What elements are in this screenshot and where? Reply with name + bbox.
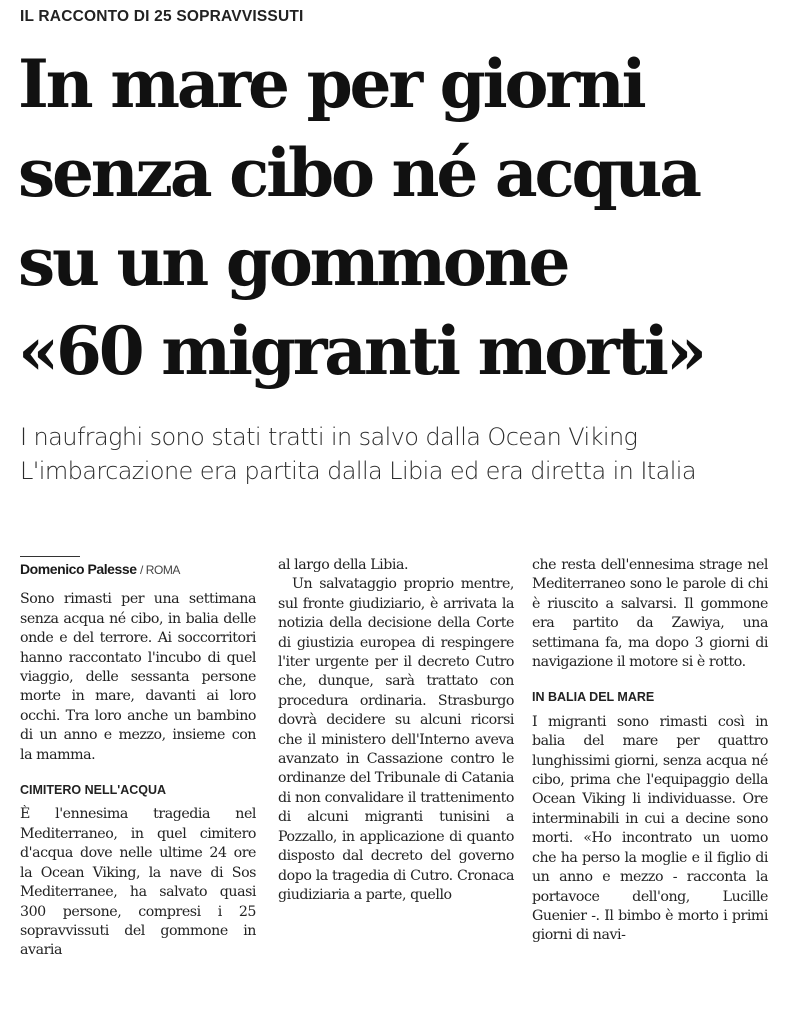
headline-line: In mare per giorni [18, 45, 644, 123]
section-heading: CIMITERO NELL'ACQUA [20, 783, 167, 798]
paragraph: Sono rimasti per una settimana senza acqua né cibo, in balia delle onde e del terrore. Ai soccorritori hanno raccontato l'incubo di quel viaggio, delle sessanta persone morte in mare, davanti ai loro occhi. Tra loro anche un bambino di un anno e mezzo, insieme con la mamma. [20, 591, 256, 763]
article-column-1 [20, 556, 256, 961]
subhead-line: L'imbarcazione era partita dalla Libia ed era diretta in Italia [20, 457, 696, 485]
byline [20, 556, 180, 580]
headline-line: su un gommone [18, 223, 568, 301]
section-heading: IN BALIA DEL MARE [532, 690, 655, 705]
headline-line: senza cibo né acqua [18, 134, 699, 212]
article-column-2 [278, 556, 514, 905]
subheadline [20, 420, 780, 488]
byline-location: ROMA [145, 563, 180, 577]
paragraph: È l'ennesima tragedia nel Mediterraneo, in quel cimitero d'acqua dove nelle ultime 24 ore la Ocean Viking, la nave di Sos Mediterranee, ha salvato quasi 300 persone, compresi i 25 sopravvissuti del gommone in avaria [20, 806, 256, 959]
article-column-3 [532, 556, 768, 946]
byline-author: Domenico Palesse [20, 561, 137, 577]
paragraph: I migranti sono rimasti così in balia del mare per quattro lunghissimi giorni, senza acqua né cibo, prima che l'equipaggio della Ocean Viking li individuasse. Ore interminabili in cui a decine sono morti. «Ho incontrato un uomo che ha perso la moglie e il figlio di un anno e mezzo - racconta la portavoce dell'ong, Lucille Guenier -. Il bimbo è morto i primi giorni di navi- [532, 713, 768, 944]
headline [18, 40, 778, 396]
byline-separator: / [139, 563, 146, 577]
subhead-line: I naufraghi sono stati tratti in salvo dalla Ocean Viking [20, 423, 638, 451]
paragraph: Un salvataggio proprio mentre, sul fronte giudiziario, è arrivata la notizia della decisione della Corte di giustizia europea di respingere l'iter urgente per il decreto Cutro che, dunque, sarà trattato con procedura ordinaria. Strasburgo dovrà decidere su alcuni ricorsi che il ministero dell'Interno aveva avanzato in Cassazione contro le ordinanze del Tribunale di Catania di non convalidare il trattenimento di alcuni migranti tunisini a Pozzallo, in applicazione di quanto disposto dal decreto del governo dopo la tragedia di Cutro. Cronaca giudiziaria a parte, quello [278, 576, 514, 903]
paragraph: al largo della Libia. [278, 557, 409, 573]
headline-line: «60 migranti morti» [18, 312, 704, 390]
kicker: IL RACCONTO DI 25 SOPRAVVISSUTI [20, 8, 304, 25]
paragraph: che resta dell'ennesima strage nel Mediterraneo sono le parole di chi è riuscito a salvarsi. Il gommone era partito da Zawiya, una settimana fa, ma dopo 3 giorni di navigazione il motore si è rotto. [532, 557, 768, 671]
